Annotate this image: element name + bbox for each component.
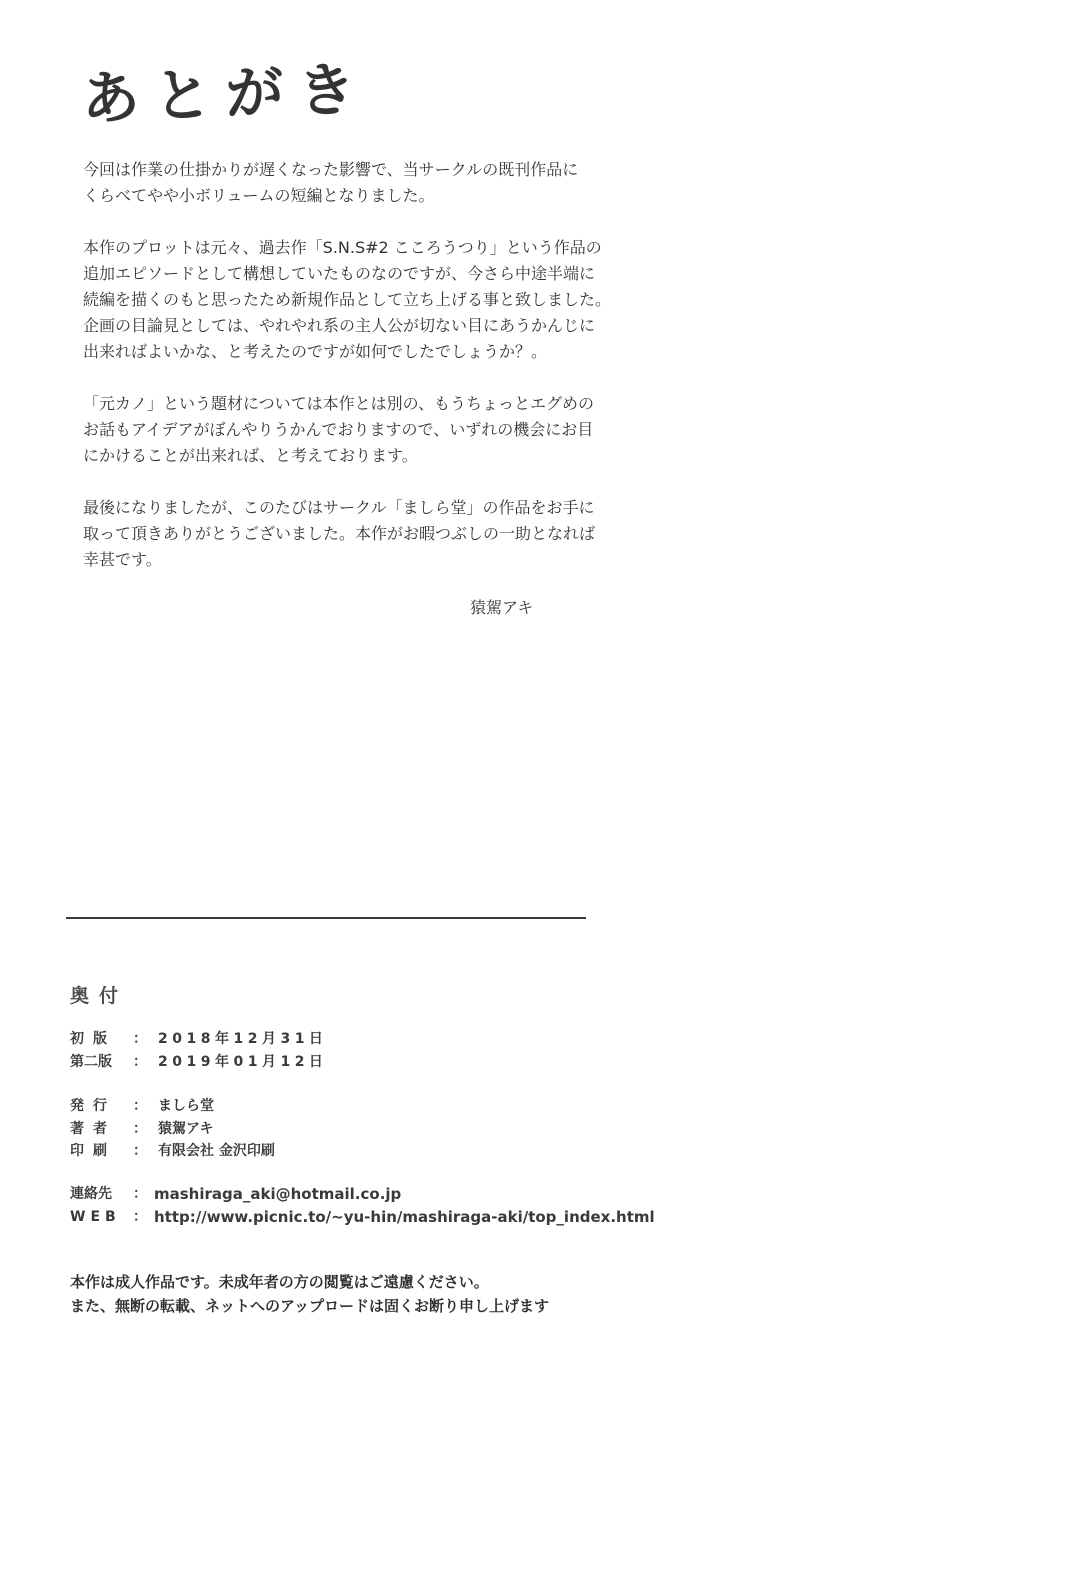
colophon-row-publisher [70, 1095, 275, 1118]
afterword-paragraph [83, 157, 723, 209]
text-line: お話もアイデアがぼんやりうかんでおりますので、いずれの機会にお目 [83, 420, 594, 439]
colophon-publishing [70, 1095, 275, 1163]
text-line: 最後になりましたが、このたびはサークル「ましら堂」の作品をお手に [83, 498, 595, 517]
colophon-key: WEB [70, 1208, 121, 1225]
colophon-row-first-edition [70, 1028, 327, 1051]
colophon-value: ましら堂 [158, 1098, 214, 1114]
colophon-row-second-edition [70, 1051, 327, 1074]
colophon-colon: ： [133, 1053, 147, 1070]
colophon-colon: ： [133, 1186, 147, 1202]
text-line: 本作のプロットは元々、過去作「S.N.S#2 こころうつり」という作品の [83, 238, 602, 257]
colophon-value: 2019年01月12日 [158, 1053, 328, 1070]
text-line: 企画の目論見としては、やれやれ系の主人公が切ない目にあうかんじに [83, 316, 596, 335]
colophon-colon: ： [133, 1031, 147, 1047]
colophon-dates [70, 1028, 327, 1073]
text-line: 追加エピソードとして構想していたものなのですが、今さら中途半端に [83, 264, 596, 283]
colophon-colon: ： [133, 1208, 147, 1225]
afterword-paragraph [83, 495, 723, 573]
colophon-key: 第二版 [70, 1053, 112, 1070]
colophon-key: 連絡先 [70, 1186, 112, 1202]
author-signature: 猿駕アキ [470, 598, 534, 617]
text-line: 「元カノ」という題材については本作とは別の、もうちょっとエグめの [83, 394, 595, 413]
colophon-colon: ： [133, 1120, 147, 1137]
colophon-key: 初版 [70, 1031, 116, 1047]
section-divider [66, 917, 586, 919]
colophon-row-web [70, 1206, 655, 1229]
website-url: http://www.picnic.to/~yu-hin/mashiraga-aki/top_index.html [154, 1207, 655, 1226]
colophon-value: 2018年12月31日 [158, 1031, 328, 1047]
text-line: 続編を描くのもと思ったため新規作品として立ち上げる事と致しました。 [83, 290, 612, 309]
colophon-title: 奥付 [70, 985, 129, 1007]
text-line: 取って頂きありがとうございました。本作がお暇つぶしの一助となれば [83, 524, 596, 543]
afterword-paragraph [83, 391, 723, 469]
contact-email: mashiraga_aki@hotmail.co.jp [154, 1185, 402, 1203]
text-line: 幸甚です。 [83, 550, 162, 569]
colophon-colon: ： [133, 1098, 147, 1114]
text-line: くらべてやや小ボリュームの短編となりました。 [83, 186, 435, 205]
notice-line: また、無断の転載、ネットへのアップロードは固くお断り申し上げます [70, 1297, 549, 1315]
afterword-title: あとがき [80, 54, 371, 133]
adult-content-notice [70, 1270, 549, 1318]
colophon-colon: ： [133, 1143, 147, 1159]
colophon-value: 猿駕アキ [158, 1120, 214, 1137]
colophon-row-author [70, 1118, 275, 1141]
text-line: にかけることが出来れば、と考えております。 [83, 446, 418, 465]
text-line: 出来ればよいかな、と考えたのですが如何でしたでしょうか？。 [83, 342, 548, 361]
colophon-key: 印刷 [70, 1143, 116, 1159]
text-line: 今回は作業の仕掛かりが遅くなった影響で、当サークルの既刊作品に [83, 160, 579, 179]
colophon-row-printer [70, 1140, 275, 1163]
colophon-key: 著者 [70, 1120, 116, 1137]
afterword-body [83, 157, 723, 599]
colophon-contact [70, 1183, 655, 1228]
colophon-row-email [70, 1183, 655, 1206]
colophon-key: 発行 [70, 1098, 116, 1114]
notice-line: 本作は成人作品です。未成年者の方の閲覧はご遠慮ください。 [70, 1273, 489, 1291]
colophon-value: 有限会社 金沢印刷 [158, 1143, 275, 1159]
afterword-paragraph [83, 235, 723, 365]
